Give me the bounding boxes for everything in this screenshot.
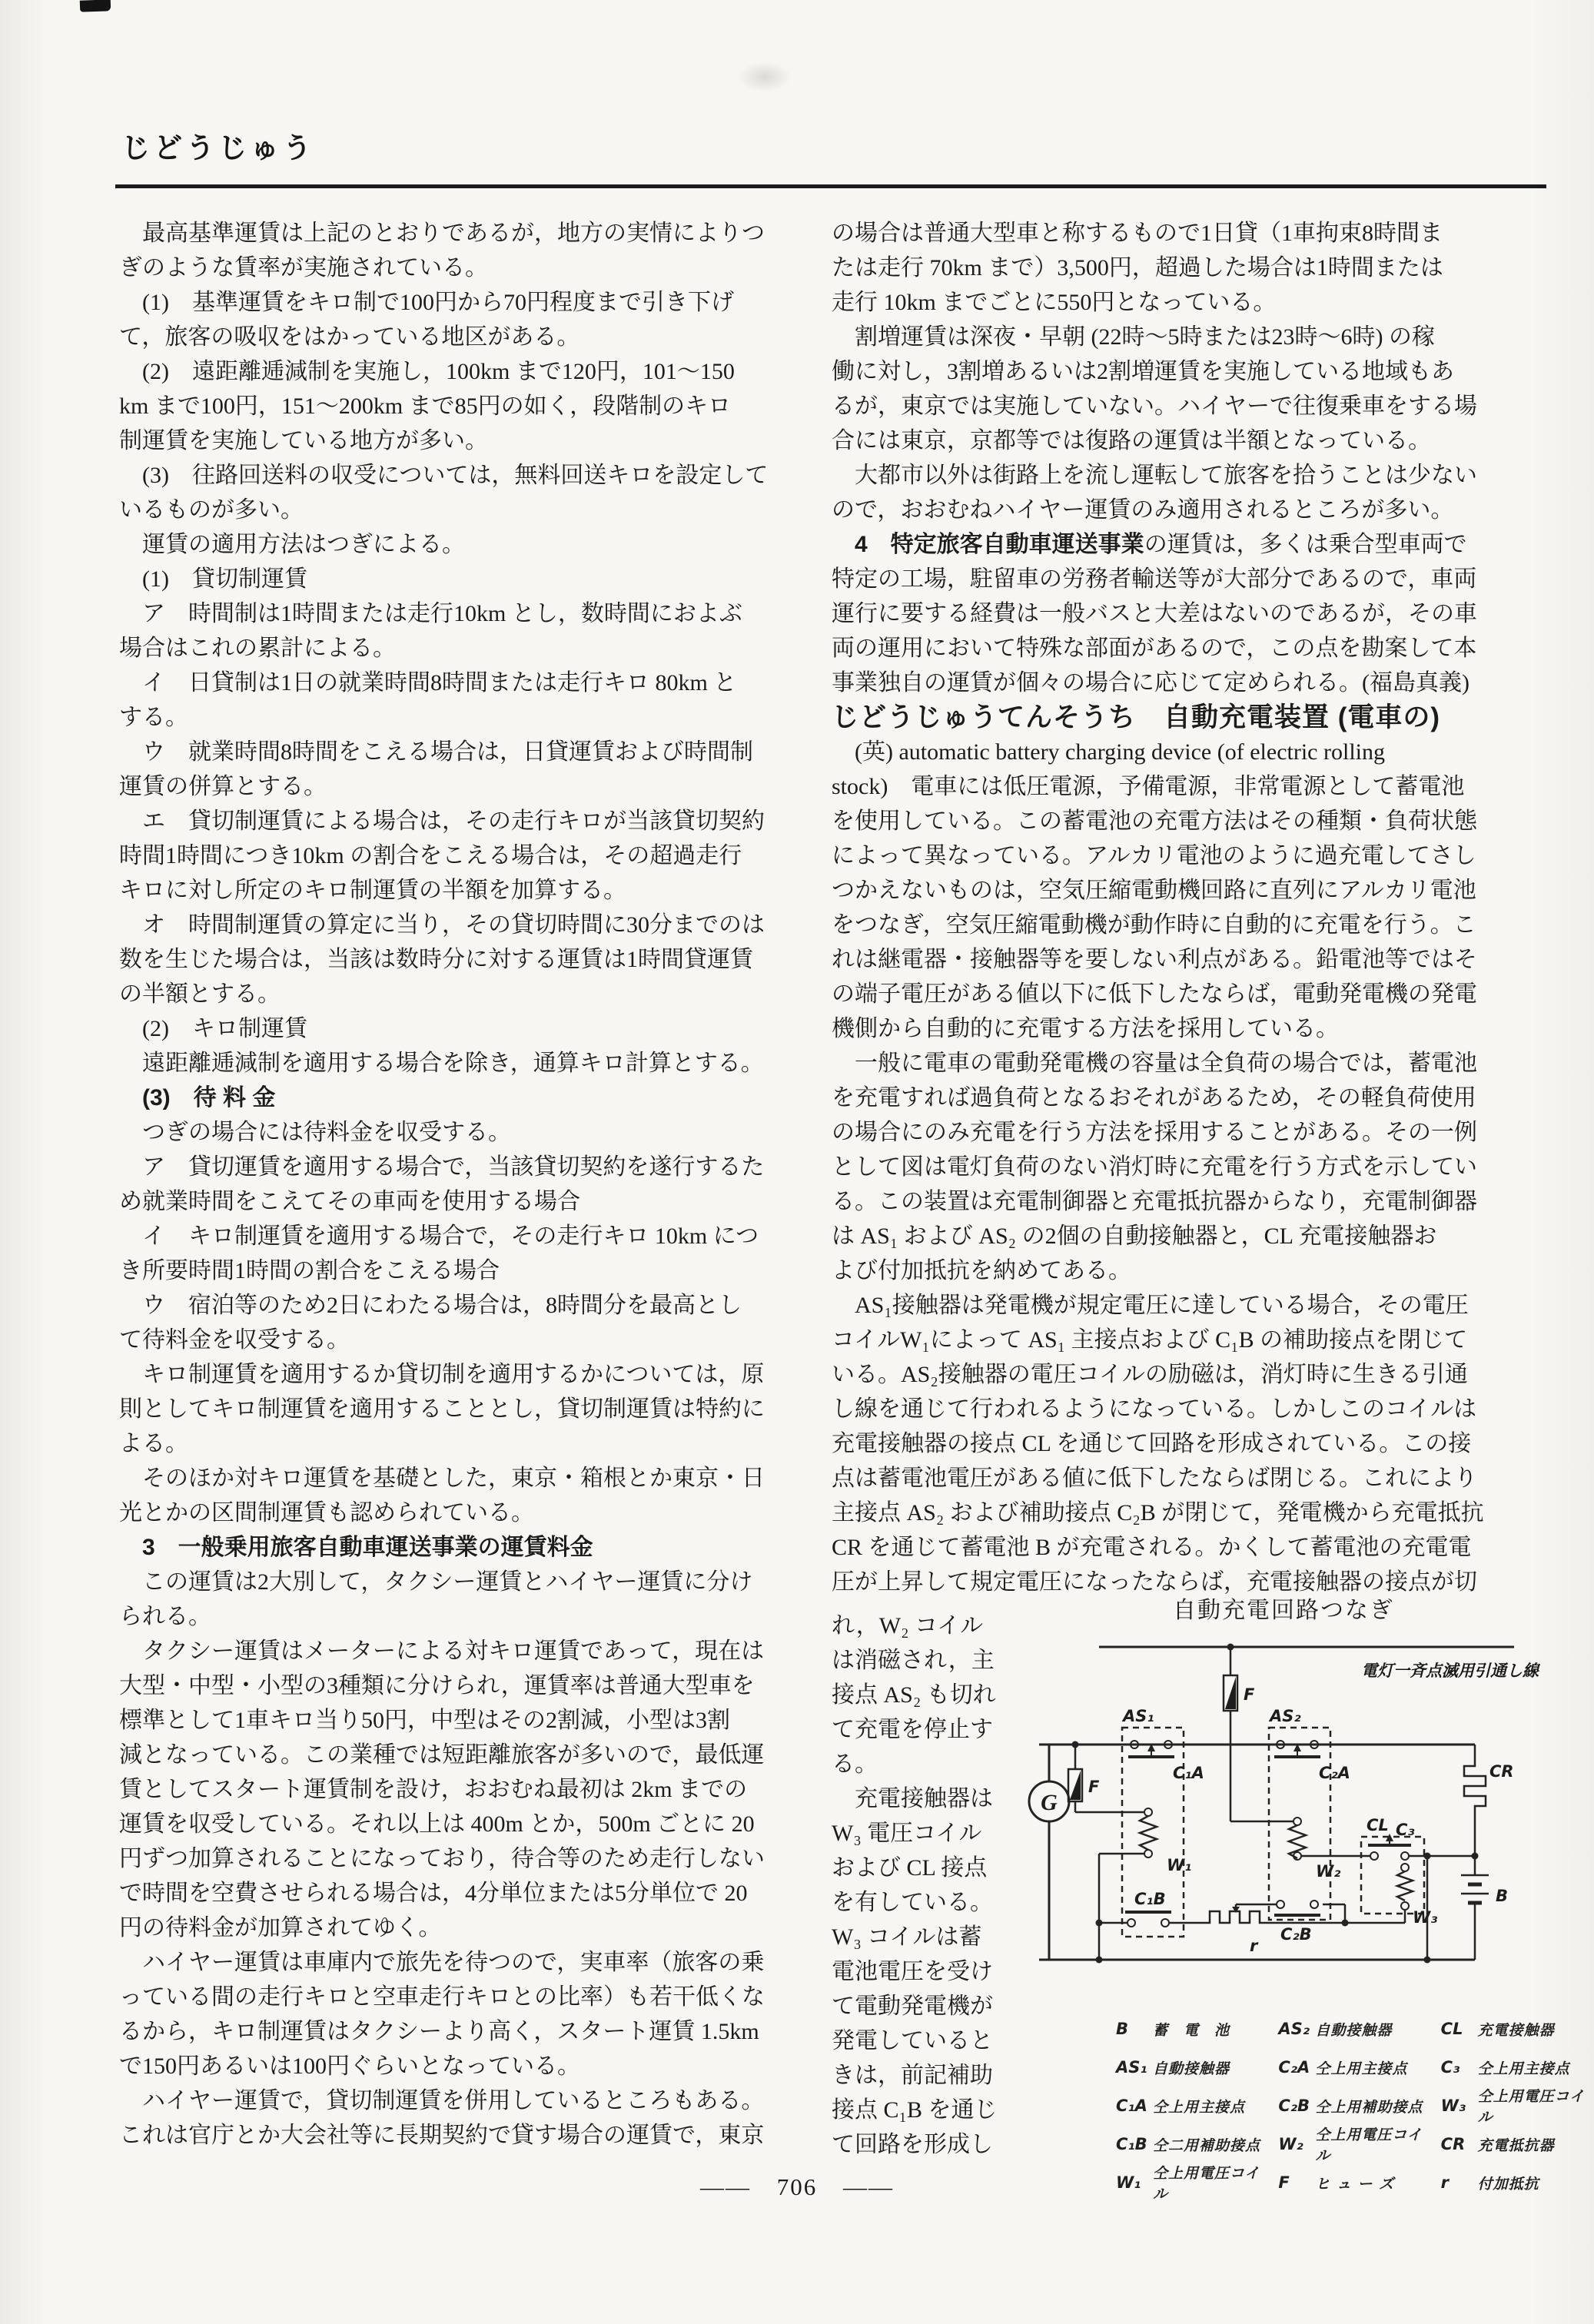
scan-artifact-mark — [80, 0, 111, 12]
text-line: および CL 接点 — [832, 1855, 988, 1881]
text-line: (2) キロ制運賃 — [119, 1016, 307, 1041]
text-line: の半額とする。 — [119, 981, 281, 1007]
text-line: 充電接触器の接点 CL を通じて回路を形成されている。この接 — [832, 1431, 1472, 1456]
text-line: する。 — [119, 705, 188, 730]
legend-entry: W₂ 仝上用電圧コイル — [1278, 2126, 1423, 2164]
legend-entry: CR 充電抵抗器 — [1440, 2135, 1555, 2154]
text-line: 標準として1車キロ当り50円，中型はその2割減，小型は3割 — [119, 1708, 730, 1733]
page-number — [0, 2173, 1594, 2201]
legend-entry: W₃ 仝上用電圧コイル — [1440, 2088, 1586, 2126]
text-line: きは，前記補助 — [832, 2063, 993, 2088]
legend-entry: C₁B 仝二用補助接点 — [1116, 2135, 1261, 2154]
text-line: W₃ コイルは蓄 — [832, 1924, 982, 1950]
text-line: き所要時間1時間の割合をこえる場合 — [119, 1258, 500, 1283]
text-line: ぎのような賃率が実施されている。 — [119, 255, 488, 281]
text-line: られる。 — [119, 1604, 211, 1629]
text-line: そのほか対キロ運賃を基礎とした，東京・箱根とか東京・日 — [119, 1466, 765, 1491]
w1-label: W₁ — [1167, 1856, 1192, 1874]
circuit-figure — [1022, 1575, 1583, 2006]
text-line: め就業時間をこえてその車両を使用する場合 — [119, 1189, 580, 1214]
text-line: 充電接触器は — [832, 1786, 993, 1811]
text-line: 制運賃を実施している地方が多い。 — [119, 428, 488, 453]
text-line: (1) 貸切制運賃 — [119, 566, 307, 592]
text-line: 減となっている。この業種では短距離旅客が多いので，最低運 — [119, 1742, 765, 1768]
as2-label: AS₂ — [1270, 1707, 1301, 1725]
fuse-top-label: F — [1244, 1685, 1255, 1704]
text-line: る。 — [832, 1751, 878, 1777]
text-line: 点は蓄電池電圧がある値に低下したならば閉じる。これにより — [832, 1466, 1477, 1491]
text-line: 機側から自動的に充電する方法を採用している。 — [832, 1016, 1339, 1041]
legend-entry: F ヒ ュ ー ズ — [1278, 2173, 1395, 2193]
text-line: イ キロ制運賃を適用する場合で，その走行キロ 10km につ — [119, 1223, 759, 1249]
text-line: 4 特定旅客自動車運送事業の運賃は，多くは乗合型車両で — [855, 532, 1467, 557]
text-line: よび付加抵抗を納めてある。 — [832, 1258, 1131, 1283]
text-line: て，旅客の吸収をはかっている地区がある。 — [119, 324, 580, 350]
text-line: の場合は普通大型車と称するもので1日貸（1車拘束8時間ま — [832, 221, 1443, 246]
text-line: の端子電圧がある値以下に低下したならば，電動発電機の発電 — [832, 981, 1477, 1007]
text-line: 一般に電車の電動発電機の容量は全負荷の場合では，蓄電池 — [832, 1051, 1477, 1076]
generator-label: G — [1041, 1790, 1058, 1815]
text-line: たは走行 70km まで）3,500円，超過した場合は1時間または — [832, 255, 1443, 281]
cl-label: CL — [1367, 1816, 1389, 1834]
cr-label: CR — [1489, 1762, 1514, 1781]
text-line: 主接点 AS₂ および補助接点 C₂B が閉じて，発電機から充電抵抗 — [832, 1500, 1484, 1526]
legend-entry: C₂A 仝上用主接点 — [1278, 2058, 1408, 2077]
text-line: し線を通じて行われるようになっている。しかしこのコイルは — [832, 1396, 1477, 1422]
text-line: る。この装置は充電制御器と充電抵抗器からなり，充電制御器 — [832, 1189, 1477, 1214]
text-line: いるものが多い。 — [119, 497, 304, 523]
text-line: によって異なっている。アルカリ電池のように過充電してさし — [832, 843, 1476, 868]
text-line: 則としてキロ制運賃を適用することとし，貸切制運賃は特約に — [119, 1396, 765, 1422]
legend-entry: r 付加抵抗 — [1440, 2173, 1539, 2193]
text-line: W₃ 電圧コイル — [832, 1821, 982, 1846]
text-line: (2) 遠距離逓減制を実施し，100km まで120円，101～150 — [119, 359, 735, 384]
text-line: これは官庁とか大会社等に長期契約で貸す場合の運賃で，東京 — [119, 2123, 765, 2148]
header-rule — [115, 184, 1546, 188]
text-line: (3) 待 料 金 — [119, 1085, 276, 1111]
text-line: (1) 基準運賃をキロ制で100円から70円程度まで引き下げ — [119, 290, 734, 315]
text-line: 接点 C₁B を通じ — [832, 2097, 998, 2123]
text-line: エ 貸切制運賃による場合は，その走行キロが当該貸切契約 — [119, 808, 765, 834]
text-line: キロ制運賃を適用するか貸切制を適用するかについては，原 — [119, 1362, 765, 1387]
text-line: じどうじゅうてんそうち 自動充電装置 (電車の) — [832, 702, 1441, 732]
c2b-label: C₂B — [1280, 1925, 1312, 1944]
w3-label: W₃ — [1413, 1908, 1438, 1927]
text-line: 大都市以外は街路上を流し運転して旅客を拾うことは少ない — [832, 463, 1477, 488]
text-line: 場合はこれの累計による。 — [119, 636, 396, 661]
text-line: で時間を空費させられる場合は，4分単位または5分単位で 20 — [119, 1881, 748, 1906]
text-line: て電動発電機が — [832, 1994, 993, 2019]
text-line: ウ 就業時間8時間をこえる場合は，日貸運賃および時間制 — [119, 739, 753, 765]
as1-label: AS₁ — [1123, 1707, 1154, 1725]
footer-rule-right: —— — [843, 2173, 894, 2200]
text-line: 発電していると — [832, 2028, 993, 2053]
text-line: いる。AS₂接触器の電圧コイルの励磁は，消灯時に生きる引通 — [832, 1362, 1468, 1387]
legend-entry: W₁ 仝上用電圧コイル — [1116, 2165, 1260, 2203]
text-line: ハイヤー運賃で，貸切制運賃を併用しているところもある。 — [119, 2088, 765, 2113]
text-line: 合には東京，京都等では復路の運賃は半額となっている。 — [832, 428, 1431, 453]
text-line: キロに対し所定のキロ制運賃の半額を加算する。 — [119, 878, 626, 903]
legend-entry: C₃ 仝上用主接点 — [1440, 2058, 1570, 2077]
text-line: ウ 宿泊等のため2日にわたる場合は，8時間分を最高とし — [119, 1293, 742, 1318]
text-line: っている間の走行キロと空車走行キロとの比率）も若干低くな — [119, 1984, 765, 2010]
through-line-label: 電灯一斉点滅用引通し線 — [1361, 1662, 1539, 1680]
text-line: 運賃を収受している。それ以上は 400m とか，500m ごとに 20 — [119, 1811, 755, 1837]
text-line: の場合にのみ充電を行う方法を採用することがある。その一例 — [832, 1120, 1477, 1145]
text-line: 賃としてスタート運賃制を設け，おおむね最初は 2km までの — [119, 1777, 748, 1802]
text-line: 電池電圧を受け — [832, 1959, 993, 1984]
text-line: stock) 電車には低圧電源，予備電源，非常電源として蓄電池 — [832, 774, 1465, 799]
text-line: 数を生じた場合は，当該は数時分に対する運賃は1時間貸運賃 — [119, 947, 753, 972]
c1a-label: C₁A — [1173, 1764, 1204, 1782]
text-line: れ，W₂ コイル — [832, 1613, 984, 1638]
w2-label: W₂ — [1316, 1862, 1341, 1881]
text-line: (英) automatic battery charging device (of electric rolling — [832, 739, 1385, 765]
text-line: つかえないものは，空気圧縮電動機回路に直列にアルカリ電池 — [832, 878, 1476, 903]
battery-label: B — [1496, 1887, 1509, 1905]
text-line: を充電すれば過負荷となるおそれがあるため，その軽負荷使用 — [832, 1085, 1476, 1111]
text-line: km まで100円，151～200km まで85円の如く，段階制のキロ — [119, 393, 732, 419]
text-line: 遠距離逓減制を適用する場合を除き，通算キロ計算とする。 — [119, 1051, 764, 1076]
text-line: よる。 — [119, 1431, 188, 1456]
text-line: は AS₁ および AS₂ の2個の自動接触器と，CL 充電接触器お — [832, 1223, 1437, 1249]
text-line: 特定の工場，駐留車の労務者輸送等が大部分であるので，車両 — [832, 566, 1477, 592]
text-line: タクシー運賃はメーターによる対キロ運賃であって，現在は — [119, 1638, 765, 1664]
text-line: を有している。 — [832, 1890, 993, 1915]
text-line: ア 時間制は1時間または走行10km とし，数時間におよぶ — [119, 601, 742, 626]
text-line: 運行に要する経費は一般バスと大差はないのであるが，その車 — [832, 601, 1477, 626]
text-line: コイルW₁によって AS₁ 主接点および C₁B の補助接点を閉じて — [832, 1327, 1468, 1353]
text-line: として図は電灯負荷のない消灯時に充電を行う方式を示してい — [832, 1154, 1477, 1180]
text-line: て待料金を収受する。 — [119, 1327, 350, 1353]
text-line: れは継電器・接触器等を要しない利点がある。鉛電池等ではそ — [832, 947, 1477, 972]
text-line: は消磁され，主 — [832, 1648, 995, 1673]
c2a-label: C₂A — [1319, 1764, 1350, 1782]
text-line: オ 時間制運賃の算定に当り，その貸切時間に30分までのは — [119, 912, 765, 938]
legend-entry: AS₁ 自動接触器 — [1116, 2058, 1230, 2077]
text-line: 事業独自の運賃が個々の場合に応じて定められる。(福島真義) — [832, 670, 1469, 696]
running-head: じどうじゅう — [121, 132, 315, 164]
text-line: 大型・中型・小型の3種類に分けられ，運賃率は普通大型車を — [119, 1673, 755, 1698]
c1b-label: C₁B — [1134, 1890, 1166, 1908]
text-line: 運賃の適用方法はつぎによる。 — [119, 532, 465, 557]
c3-label: C₃ — [1396, 1821, 1415, 1839]
circuit-diagram — [1022, 1575, 1583, 2006]
legend-entry: CL 充電接触器 — [1440, 2020, 1555, 2039]
text-line: ので，おおむねハイヤー運賃のみ適用されるところが多い。 — [832, 497, 1454, 523]
text-line: 圧が上昇して規定電圧になったならば，充電接触器の接点が切 — [832, 1569, 1477, 1595]
text-line: 接点 AS₂ も切れ — [832, 1682, 996, 1708]
legend-entry: C₂B 仝上用補助接点 — [1278, 2097, 1423, 2116]
legend-entry: C₁A 仝上用主接点 — [1116, 2097, 1246, 2116]
text-line: 円の待料金が加算されてゆく。 — [119, 1915, 442, 1941]
text-line: 3 一般乗用旅客自動車運送事業の運賃料金 — [119, 1535, 593, 1560]
text-line: イ 日貸制は1日の就業時間8時間または走行キロ 80km と — [119, 670, 737, 696]
text-line: 時間1時間につき10km の割合をこえる場合は，その超過走行 — [119, 843, 742, 868]
text-line: て充電を停止す — [832, 1717, 993, 1742]
text-line: CR を通じて蓄電池 B が充電される。かくして蓄電池の充電電 — [832, 1535, 1472, 1560]
scan-smudge — [738, 61, 792, 92]
text-line: ア 貸切運賃を適用する場合で，当該貸切契約を遂行するた — [119, 1154, 765, 1180]
text-line: 運賃の併算とする。 — [119, 774, 327, 799]
fuse-left-label: F — [1088, 1778, 1100, 1796]
text-line: て回路を形成し — [832, 2132, 993, 2157]
left-text-column — [119, 216, 795, 2153]
text-line: つぎの場合には待料金を収受する。 — [119, 1120, 511, 1145]
text-line: 割増運賃は深夜・早朝 (22時～5時または23時～6時) の稼 — [832, 324, 1435, 350]
text-line: ハイヤー運賃は車庫内で旅先を待つので，実車率（旅客の乗 — [119, 1950, 765, 1975]
text-line: るが，東京では実施していない。ハイヤーで往復乗車をする場 — [832, 393, 1477, 419]
legend-entry: AS₂ 自動接触器 — [1278, 2020, 1393, 2039]
text-line: 働に対し，3割増あるいは2割増運賃を実施している地域もあ — [832, 359, 1454, 384]
footer-rule-left: —— — [700, 2173, 751, 2200]
text-line: AS₁接触器は発電機が規定電圧に達している場合，その電圧 — [832, 1293, 1469, 1318]
text-line: るから，キロ制運賃はタクシーより高く，スタート運賃 1.5km — [119, 2019, 759, 2044]
text-line: この運賃は2大別して，タクシー運賃とハイヤー運賃に分け — [119, 1569, 753, 1595]
r-label: r — [1250, 1937, 1258, 1955]
footer-number: 706 — [776, 2173, 818, 2200]
text-line: 最高基準運賃は上記のとおりであるが，地方の実情によりつ — [119, 221, 765, 246]
right-text-column — [832, 216, 1531, 1599]
text-line: を使用している。この蓄電池の充電方法はその種類・負荷状態 — [832, 808, 1477, 834]
legend-entry: B 蓄 電 池 — [1116, 2020, 1230, 2039]
text-line: (3) 往路回送料の収受については，無料回送キロを設定して — [119, 463, 769, 488]
text-line: をつなぎ，空気圧縮電動機が動作時に自動的に充電を行う。こ — [832, 912, 1476, 938]
text-line: 両の運用において特殊な部面があるので，この点を勘案して本 — [832, 636, 1477, 661]
text-line: で150円あるいは100円ぐらいとなっている。 — [119, 2053, 580, 2079]
text-line: 走行 10km までごとに550円となっている。 — [832, 290, 1277, 315]
text-line: 円ずつ加算されることになっており，待合等のため走行しない — [119, 1846, 765, 1871]
text-line: 光とかの区間制運賃も認められている。 — [119, 1500, 534, 1526]
figure-title: 自動充電回路つなぎ — [1173, 1598, 1394, 1623]
